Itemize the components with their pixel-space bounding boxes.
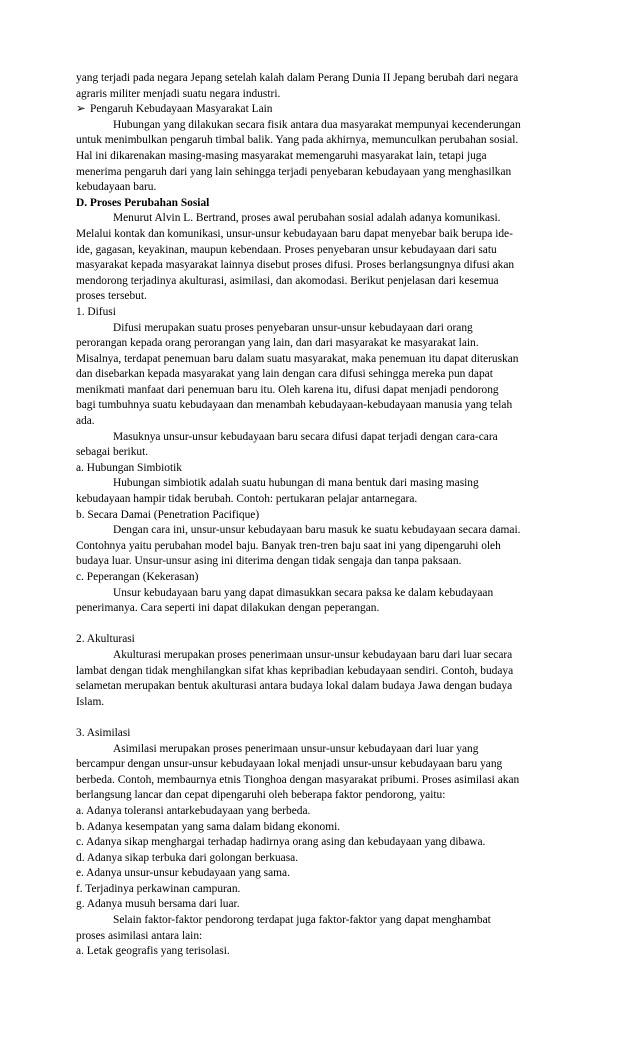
blank-line bbox=[76, 710, 562, 726]
text-line: budaya luar. Unsur-unsur asing ini diterima dengan tidak sengaja dan tanpa paksaan. bbox=[76, 555, 462, 568]
text-line: Asimilasi merupakan proses penerimaan unsur-unsur kebudayaan dari luar yang bbox=[113, 742, 479, 755]
text-line: lambat dengan tidak menghilangkan sifat khas kepribadian kebudayaan sendiri. Contoh, budaya bbox=[76, 664, 514, 677]
text-line: Misalnya, terdapat penemuan baru dalam suatu masyarakat, maka penemuan itu dapat diteruskan bbox=[76, 352, 519, 365]
text-line: berbeda. Contoh, membaurnya etnis Tionghoa dengan masyarakat pribumi. Proses asimilasi akan bbox=[76, 773, 520, 786]
text-line: Hubungan yang dilakukan secara fisik antara dua masyarakat mempunyai kecenderungan bbox=[113, 118, 521, 131]
text-line: Selain faktor-faktor pendorong terdapat juga faktor-faktor yang dapat menghambat bbox=[113, 914, 491, 927]
text-line: Hal ini dikarenakan masing-masing masyarakat memengaruhi masyarakat lain, tetapi juga bbox=[76, 149, 487, 162]
text-line: mendorong terjadinya akulturasi, asimilasi, dan akomodasi. Berikut penjelasan dari kesemua bbox=[76, 274, 499, 287]
text-line: masyarakat kepada masyarakat lainnya disebut proses difusi. Proses berlangsungnya difusi akan bbox=[76, 259, 515, 272]
text-line: Hubungan simbiotik adalah suatu hubungan di mana bentuk dari masing masing bbox=[113, 477, 479, 490]
text-line: Difusi merupakan suatu proses penyebaran unsur-unsur kebudayaan dari orang bbox=[113, 321, 473, 334]
bullet-heading bbox=[76, 102, 562, 118]
paragraph-5 bbox=[76, 430, 562, 461]
text-line: sebagai berikut. bbox=[76, 446, 149, 459]
list-item: f. Terjadinya perkawinan campuran. bbox=[76, 882, 241, 895]
paragraph-3 bbox=[76, 211, 562, 305]
subheading-asimilasi: 3. Asimilasi bbox=[76, 726, 131, 739]
text-line: Melalui kontak dan komunikasi, unsur-unsur kebudayaan baru dapat menyebar baik berupa ide- bbox=[76, 227, 513, 240]
text-line: proses asimilasi antara lain: bbox=[76, 929, 203, 942]
text-line: Islam. bbox=[76, 695, 105, 708]
list-item: e. Adanya unsur-unsur kebudayaan yang sama. bbox=[76, 867, 290, 880]
text-line: dan disebarkan kepada masyarakat yang lain dengan cara difusi sehingga mereka pun dapat bbox=[76, 368, 493, 381]
paragraph-4 bbox=[76, 321, 562, 430]
text-line: Unsur kebudayaan baru yang dapat dimasukkan secara paksa ke dalam kebudayaan bbox=[113, 586, 494, 599]
list-item: g. Adanya musuh bersama dari luar. bbox=[76, 898, 240, 911]
paragraph-2 bbox=[76, 118, 562, 196]
subheading-b: b. Secara Damai (Penetration Pacifique) bbox=[76, 508, 260, 521]
blank-line bbox=[76, 617, 562, 633]
paragraph-6 bbox=[76, 476, 562, 507]
document-page bbox=[76, 71, 562, 960]
subheading-c: c. Peperangan (Kekerasan) bbox=[76, 571, 199, 583]
subheading-a: a. Hubungan Simbiotik bbox=[76, 461, 182, 474]
text-line: Masuknya unsur-unsur kebudayaan baru secara difusi dapat terjadi dengan cara-cara bbox=[113, 430, 498, 443]
text-line: bagi tumbuhnya suatu kebudayaan dan menambah kebudayaan-kebudayaan manusia yang telah bbox=[76, 399, 513, 412]
subheading-akulturasi: 2. Akulturasi bbox=[76, 633, 135, 646]
factor-list bbox=[76, 804, 562, 913]
text-line: penerimanya. Cara seperti ini dapat dilakukan dengan peperangan. bbox=[76, 602, 380, 615]
text-line: agraris militer menjadi suatu negara industri. bbox=[76, 87, 281, 100]
paragraph-7 bbox=[76, 523, 562, 570]
text-line: kebudayaan baru. bbox=[76, 181, 157, 194]
text-line: menerima pengaruh dari yang lain sehingga terjadi penyebaran kebudayaan yang menghasilkan bbox=[76, 165, 512, 178]
bullet-heading-text: Pengaruh Kebudayaan Masyarakat Lain bbox=[90, 103, 273, 116]
text-line: menikmati manfaat dari penemuan baru itu. Oleh karena itu, difusi dapat menjadi pendorong bbox=[76, 383, 499, 396]
text-line: yang terjadi pada negara Jepang setelah kalah dalam Perang Dunia II Jepang berubah dari negara bbox=[76, 72, 519, 84]
text-line: Contohnya yaitu perubahan model baju. Banyak tren-tren baju saat ini yang dipengaruhi oleh bbox=[76, 539, 501, 552]
text-line: bercampur dengan unsur-unsur kebudayaan lokal menjadi unsur-unsur kebudayaan baru yang bbox=[76, 758, 503, 771]
text-line: ide, gagasan, keyakinan, maupun kebendaan. Proses penyebaran unsur kebudayaan dari satu bbox=[76, 243, 497, 256]
list-item: d. Adanya sikap terbuka dari golongan berkuasa. bbox=[76, 851, 299, 864]
text-line: Dengan cara ini, unsur-unsur kebudayaan baru masuk ke suatu kebudayaan secara damai. bbox=[113, 524, 521, 537]
section-heading-d: D. Proses Perubahan Sosial bbox=[76, 196, 210, 209]
paragraph-9 bbox=[76, 648, 562, 710]
list-item: c. Adanya sikap menghargai terhadap hadirnya orang asing dan kebudayaan yang dibawa. bbox=[76, 836, 486, 849]
text-line: Menurut Alvin L. Bertrand, proses awal perubahan sosial adalah adanya komunikasi. bbox=[113, 212, 501, 225]
text-line: ada. bbox=[76, 415, 95, 428]
subheading-difusi: 1. Difusi bbox=[76, 305, 116, 318]
list-item: b. Adanya kesempatan yang sama dalam bidang ekonomi. bbox=[76, 820, 341, 833]
paragraph-10 bbox=[76, 742, 562, 804]
paragraph-1 bbox=[76, 71, 562, 102]
paragraph-8 bbox=[76, 586, 562, 617]
arrow-bullet-icon: ➢ bbox=[76, 103, 86, 116]
paragraph-11 bbox=[76, 913, 562, 944]
list-item: a. Adanya toleransi antarkebudayaan yang berbeda. bbox=[76, 804, 311, 817]
list-item: a. Letak geografis yang terisolasi. bbox=[76, 945, 230, 958]
text-line: perorangan kepada orang perorangan yang lain, dan dari masyarakat ke masyarakat lain. bbox=[76, 337, 479, 350]
text-line: selametan merupakan bentuk akulturasi antara budaya lokal dalam budaya Jawa dengan budaya bbox=[76, 680, 513, 693]
text-line: proses tersebut. bbox=[76, 290, 147, 303]
text-line: berlangsung lancar dan cepat dipengaruhi oleh beberapa faktor pendorong, yaitu: bbox=[76, 789, 446, 802]
text-line: untuk menimbulkan pengaruh timbal balik. Yang pada akhirnya, memunculkan perubahan sosial. bbox=[76, 134, 519, 147]
text-line: Akulturasi merupakan proses penerimaan unsur-unsur kebudayaan baru dari luar secara bbox=[113, 648, 513, 661]
text-line: kebudayaan hampir tidak berubah. Contoh: pertukaran pelajar antarnegara. bbox=[76, 493, 418, 506]
